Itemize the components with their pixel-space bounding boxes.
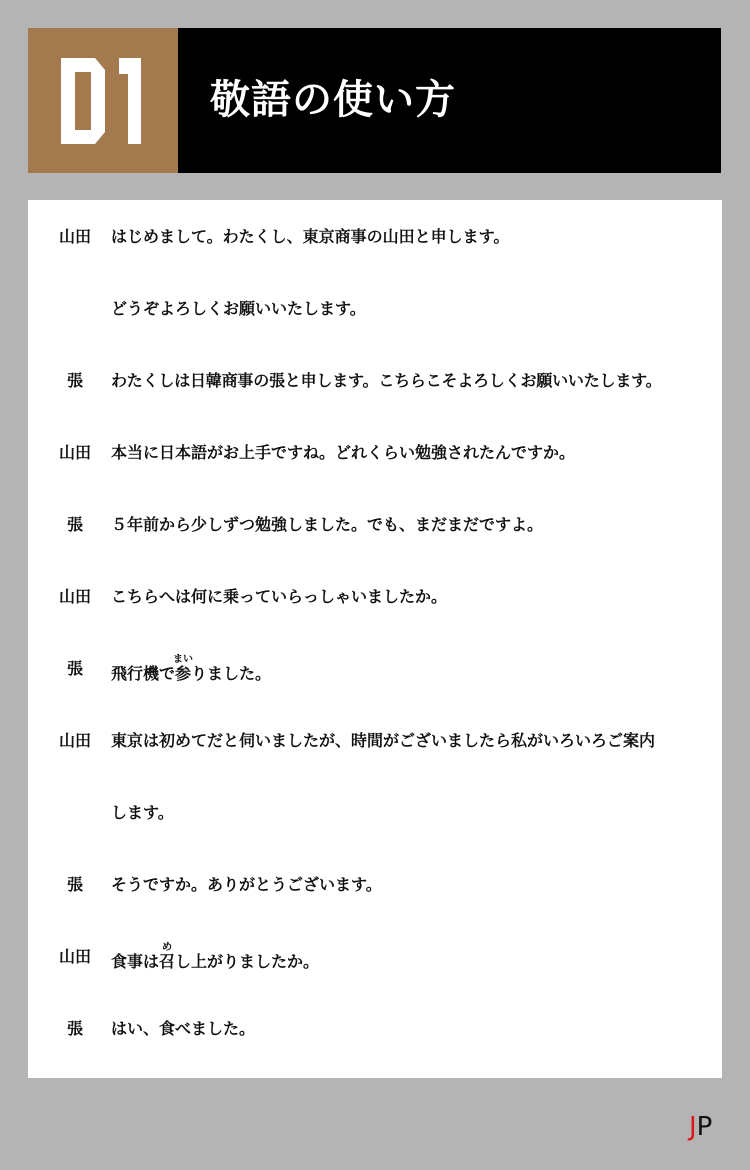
speaker-name: 山田: [58, 731, 91, 750]
page-title: 敬語の使い方: [210, 77, 456, 123]
speaker-name: 張: [66, 371, 83, 390]
dialogue-text: します。: [111, 803, 174, 822]
dialogue-panel: [28, 200, 722, 1078]
dialogue-line: [28, 942, 722, 972]
section-number-box: [28, 28, 178, 173]
dialogue-line: [28, 438, 722, 468]
dialogue-line: [28, 726, 722, 756]
dialogue-text: 東京は初めてだと伺いましたが、時間がございましたら私がいろいろご案内: [111, 731, 656, 750]
dialogue-line: [28, 870, 722, 900]
dialogue-text: はい、食べました。: [111, 1019, 256, 1038]
dialogue-line: [28, 222, 722, 252]
section-number: [61, 58, 145, 144]
dialogue-text: 本当に日本語がお上手ですね。どれくらい勉強されたんですか。: [111, 443, 576, 462]
dialogue-text: こちらへは何に乗っていらっしゃいましたか。: [111, 587, 448, 606]
dialogue-text: [111, 654, 271, 689]
speaker-name: 山田: [58, 443, 91, 462]
section-header: [28, 28, 721, 173]
ruby-base: 召: [159, 952, 176, 971]
jp-logo: [689, 1112, 712, 1142]
dialogue-line: [28, 654, 722, 684]
speaker-name: 張: [66, 659, 83, 678]
text-segment: 食事は: [111, 952, 160, 971]
text-segment: し上がりましたか。: [175, 952, 320, 971]
speaker-name: 張: [66, 1019, 83, 1038]
dialogue-line: [28, 294, 722, 324]
dialogue-line: [28, 798, 722, 828]
furigana-word: [173, 654, 194, 683]
speaker-name: 山田: [58, 227, 91, 246]
dialogue-text: ５年前から少しずつ勉強しました。でも、まだまだですよ。: [111, 515, 544, 534]
dialogue-line: [28, 1014, 722, 1044]
speaker-name: 張: [66, 515, 83, 534]
text-segment: 飛行機で: [111, 664, 176, 683]
logo-letter-j: J: [689, 1112, 697, 1142]
text-segment: りました。: [191, 664, 272, 683]
dialogue-text: わたくしは日韓商事の張と申します。こちらこそよろしくお願いいたします。: [111, 371, 662, 390]
dialogue-line: [28, 510, 722, 540]
dialogue-text: [111, 942, 319, 977]
furigana-reading: め: [159, 942, 176, 953]
furigana-word: [159, 942, 176, 971]
dialogue-text: はじめまして。わたくし、東京商事の山田と申します。: [111, 227, 510, 246]
speaker-name: 山田: [58, 947, 91, 966]
dialogue-line: [28, 582, 722, 612]
dialogue-line: [28, 366, 722, 396]
dialogue-text: どうぞよろしくお願いいたします。: [111, 299, 366, 318]
ruby-base: 参: [173, 664, 194, 683]
logo-letter-p: P: [696, 1112, 713, 1142]
dialogue-text: そうですか。ありがとうございます。: [111, 875, 382, 894]
furigana-reading: まい: [173, 654, 194, 665]
speaker-name: 張: [66, 875, 83, 894]
speaker-name: 山田: [58, 587, 91, 606]
